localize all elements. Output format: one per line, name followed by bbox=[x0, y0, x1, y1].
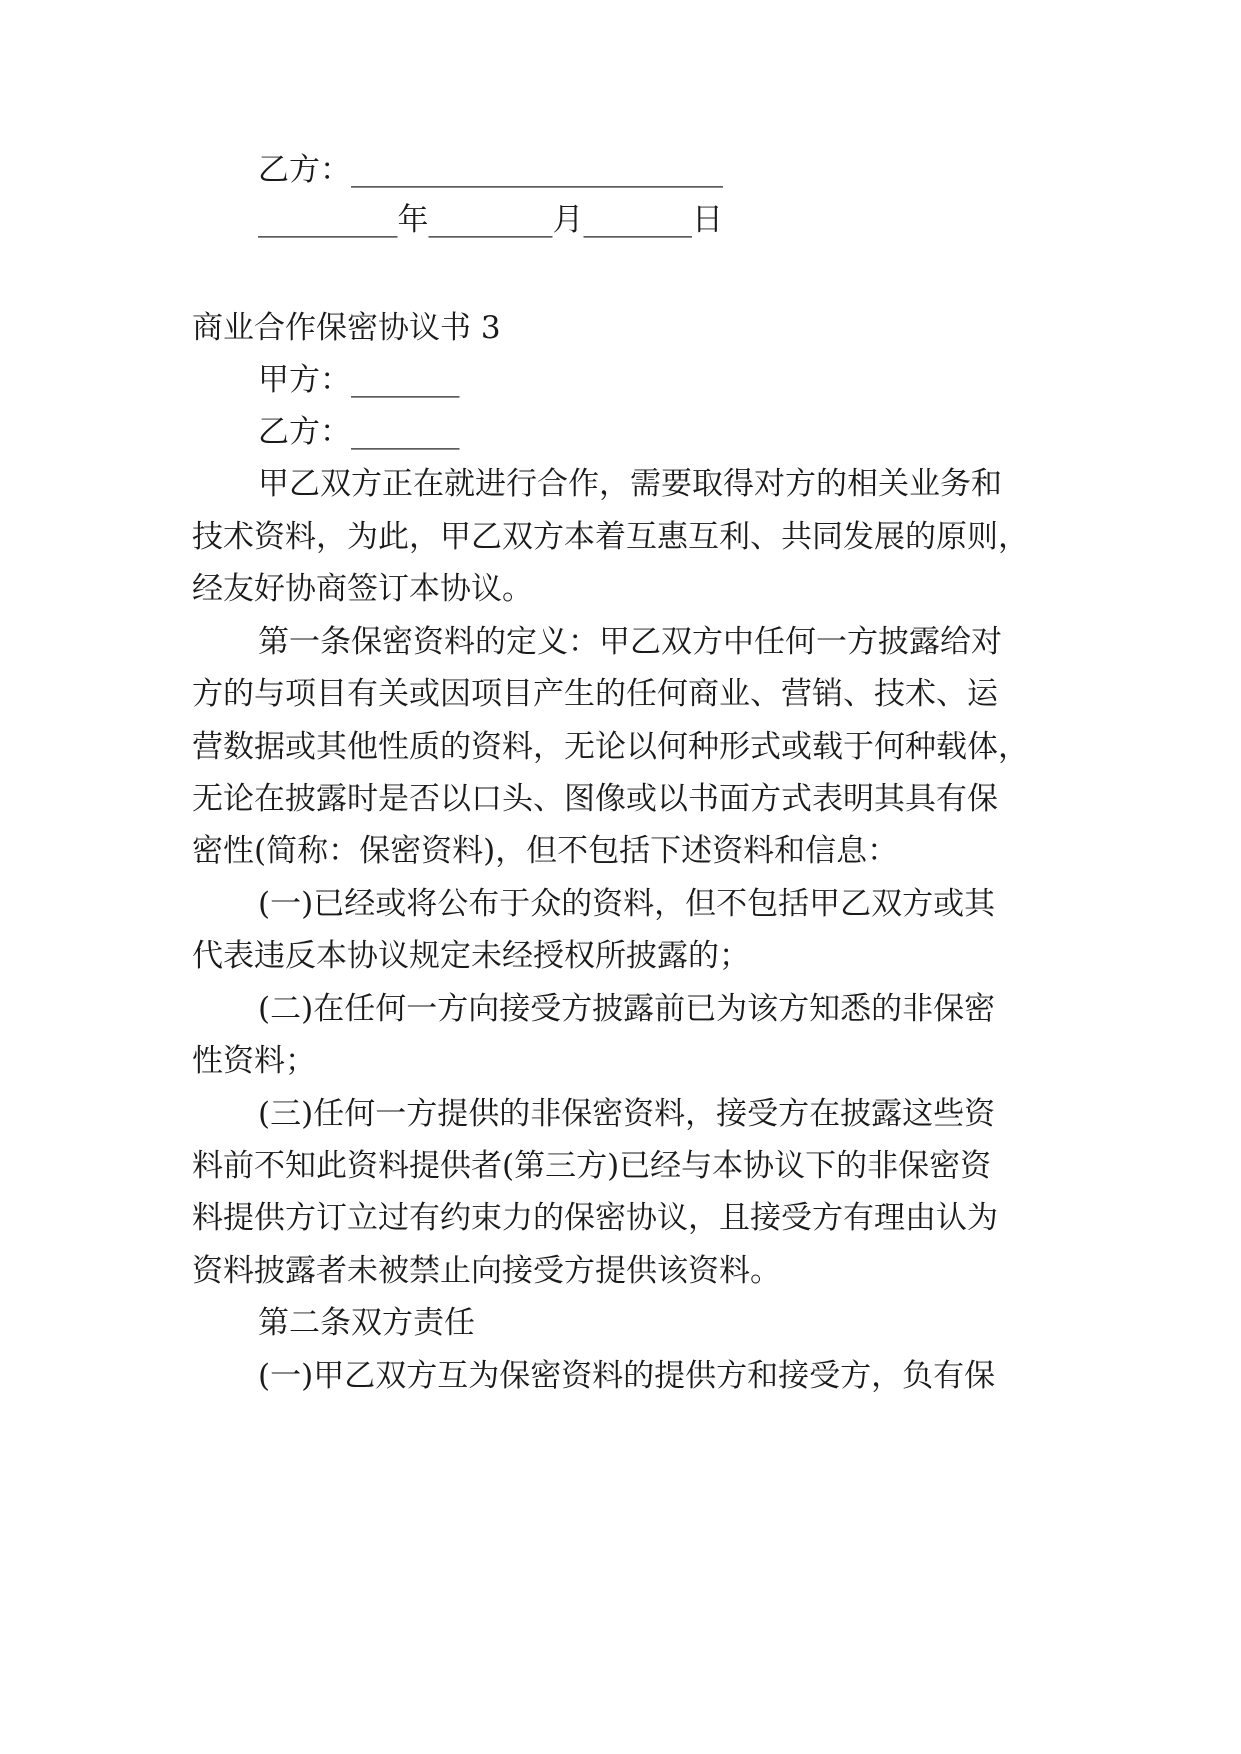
party-a-line: 甲方：_______ bbox=[258, 362, 460, 398]
paragraph-line: 料提供方订立过有约束力的保密协议，且接受方有理由认为 bbox=[192, 1200, 998, 1236]
party-b-line: 乙方：_______ bbox=[258, 414, 460, 450]
paragraph-line: (一)已经或将公布于众的资料，但不包括甲乙双方或其 bbox=[258, 886, 996, 922]
date-line: _________年________月_______日 bbox=[258, 202, 723, 238]
document-title: 商业合作保密协议书 3 bbox=[192, 310, 501, 346]
paragraph-line: 资料披露者未被禁止向接受方提供该资料。 bbox=[192, 1253, 781, 1289]
paragraph-line: (一)甲乙双方互为保密资料的提供方和接受方，负有保 bbox=[258, 1358, 996, 1394]
paragraph-line: 第一条保密资料的定义：甲乙双方中任何一方披露给对 bbox=[258, 624, 1002, 660]
paragraph-line: 性资料； bbox=[192, 1043, 316, 1079]
paragraph-line: (三)任何一方提供的非保密资料，接受方在披露这些资 bbox=[258, 1096, 996, 1132]
paragraph-line: 技术资料，为此，甲乙双方本着互惠互利、共同发展的原则， bbox=[192, 519, 1029, 555]
paragraph-line: 营数据或其他性质的资料，无论以何种形式或载于何种载体， bbox=[192, 729, 1029, 765]
paragraph-line: 甲乙双方正在就进行合作，需要取得对方的相关业务和 bbox=[258, 466, 1002, 502]
paragraph-line: 无论在披露时是否以口头、图像或以书面方式表明其具有保 bbox=[192, 781, 998, 817]
paragraph-line: 料前不知此资料提供者(第三方)已经与本协议下的非保密资 bbox=[192, 1148, 992, 1184]
paragraph-line: 代表违反本协议规定未经授权所披露的； bbox=[192, 938, 750, 974]
paragraph-line: 密性(简称：保密资料)，但不包括下述资料和信息： bbox=[192, 833, 899, 869]
party-b-signature-line: 乙方：________________________ bbox=[258, 152, 723, 188]
paragraph-line: (二)在任何一方向接受方披露前已为该方知悉的非保密 bbox=[258, 991, 996, 1027]
section-heading: 第二条双方责任 bbox=[258, 1305, 475, 1341]
paragraph-line: 方的与项目有关或因项目产生的任何商业、营销、技术、运 bbox=[192, 676, 998, 712]
paragraph-line: 经友好协商签订本协议。 bbox=[192, 571, 533, 607]
